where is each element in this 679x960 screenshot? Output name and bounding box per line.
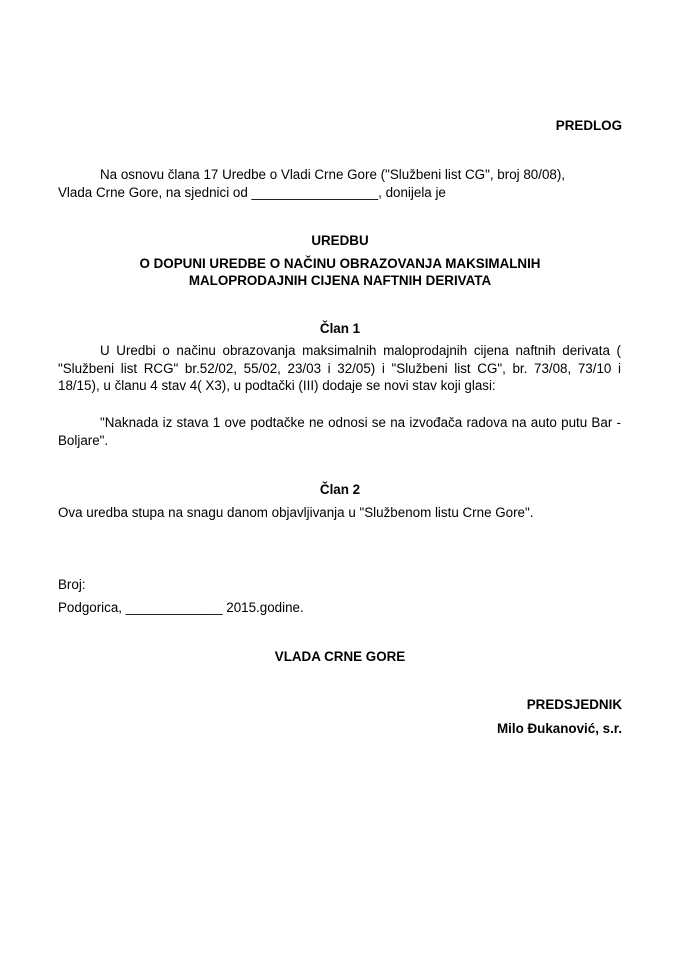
- article-1-quote: "Naknada iz stava 1 ove podtačke ne odnosi se na izvođača radova na auto putu Bar - Boljare".: [58, 415, 621, 448]
- proposal-label: PREDLOG: [555, 118, 622, 133]
- place-and-date: Podgorica, _____________ 2015.godine.: [58, 600, 304, 615]
- article-2-heading: Član 2: [319, 482, 361, 497]
- intro-line-2: Vlada Crne Gore, na sjednici od _________________, donijela je: [58, 185, 446, 200]
- signatory-role: PREDSJEDNIK: [526, 697, 622, 712]
- article-1-heading: Član 1: [319, 321, 361, 336]
- signatory-name: Milo Đukanović, s.r.: [496, 721, 622, 736]
- article-2-paragraph: Ova uredba stupa na snagu danom objavljivanja u "Službenom listu Crne Gore".: [58, 505, 534, 520]
- document-subtitle-line-2: MALOPRODAJNIH CIJENA NAFTNIH DERIVATA: [188, 273, 492, 288]
- government-name: VLADA CRNE GORE: [274, 649, 406, 664]
- document-title: UREDBU: [311, 233, 369, 248]
- article-1-paragraph: U Uredbi o načinu obrazovanja maksimalnih maloprodajnih cijena naftnih derivata ( "Službeni list RCG" br.52/02, 55/02, 23/03 i 32/05) i "Službeni list CG", br. 73/08, 73/10 i 18/15), u članu 4 stav 4( X3), u podtački (III) dodaje se novi stav koji glasi:: [58, 343, 621, 393]
- intro-line-1: Na osnovu člana 17 Uredbe o Vladi Crne Gore ("Službeni list CG", broj 80/08),: [100, 167, 566, 182]
- document-number-label: Broj:: [58, 577, 86, 592]
- document-subtitle-line-1: O DOPUNI UREDBE O NAČINU OBRAZOVANJA MAKSIMALNIH: [139, 256, 541, 271]
